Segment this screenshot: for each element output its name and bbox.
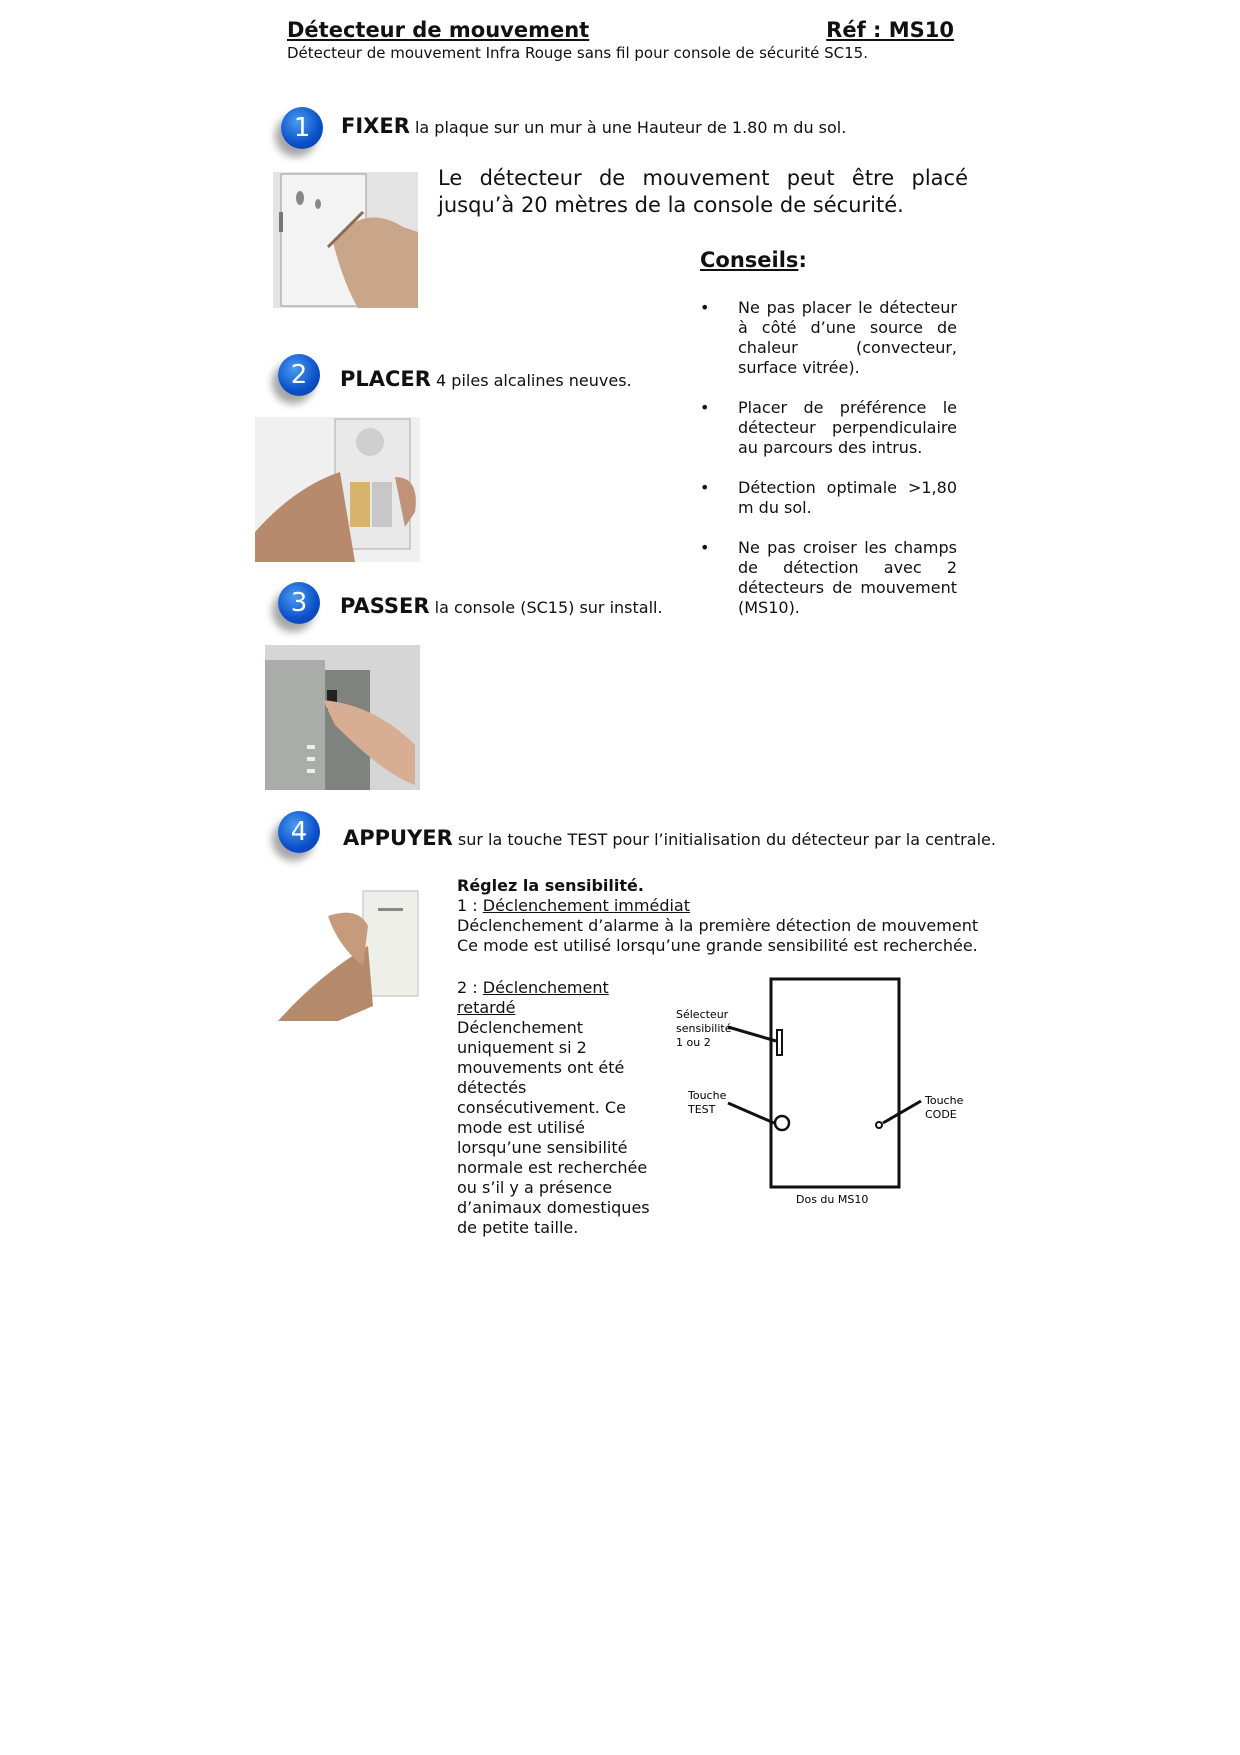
bullet: • [700, 478, 710, 497]
tip-text: Ne pas croiser les champs de détection avec 2 détecteurs de mouvement (MS10). [738, 538, 957, 617]
reference: Réf : MS10 [826, 18, 954, 42]
conseils-list [700, 298, 957, 638]
tip-text: Détection optimale >1,80 m du sol. [738, 478, 957, 517]
mode-1-line2: Ce mode est utilisé lorsqu’une grande sensibilité est recherchée. [457, 936, 978, 955]
mode-2-label: Déclenchement retardé [457, 978, 609, 1017]
step-2-desc: 4 piles alcalines neuves. [430, 371, 632, 390]
step-3-desc: la console (SC15) sur install. [429, 598, 663, 617]
selector-label-2: sensibilité [676, 1022, 732, 1035]
list-item [700, 398, 957, 458]
list-item [700, 478, 957, 518]
code-pointer [883, 1101, 921, 1123]
selector-label-1: Sélecteur [676, 1008, 729, 1021]
step-1-text [341, 114, 846, 138]
step-2-verb: PLACER [340, 367, 431, 391]
page-title: Détecteur de mouvement [287, 18, 590, 42]
battery-photo [255, 417, 420, 562]
tip-text: Placer de préférence le détecteur perpendiculaire au parcours des intrus. [738, 398, 957, 457]
mode-2-block [457, 978, 667, 1238]
step-3-number: 3 [278, 582, 320, 624]
list-item [700, 298, 957, 378]
test-button [775, 1116, 789, 1130]
step-2-number: 2 [278, 354, 320, 396]
page-subtitle: Détecteur de mouvement Infra Rouge sans fil pour console de sécurité SC15. [287, 44, 868, 62]
wall-plate-photo [273, 172, 418, 308]
test-label-1: Touche [688, 1089, 727, 1102]
step-4-verb: APPUYER [343, 826, 453, 850]
mode-2-prefix: 2 : [457, 978, 483, 997]
mode-1-prefix: 1 : [457, 896, 483, 915]
ms10-back-diagram [676, 975, 976, 1210]
step-1-verb: FIXER [341, 114, 410, 138]
conseils-title: Conseils [700, 248, 799, 272]
list-item [700, 538, 957, 618]
step-1-number: 1 [281, 107, 323, 149]
detector-photo [278, 886, 426, 1021]
selector-label-3: 1 ou 2 [676, 1036, 711, 1049]
bullet: • [700, 538, 710, 557]
step-4-desc: sur la touche TEST pour l’initialisation du détecteur par la centrale. [452, 830, 996, 849]
code-button [876, 1122, 882, 1128]
mode-2-text: Déclenchement uniquement si 2 mouvements ont été détectés consécutivement. Ce mode est utilisé lorsqu’une sensibilité normale est recherchée ou s’il y a présence d’animaux domestiques de petite taille. [457, 1018, 650, 1237]
conseils-heading [700, 248, 807, 272]
step-3-text [340, 594, 663, 618]
intro-text: Le détecteur de mouvement peut être placé jusqu’à 20 mètres de la console de sécurité. [438, 166, 968, 217]
step-4-text [343, 826, 996, 850]
test-pointer [728, 1103, 774, 1123]
test-label-2: TEST [688, 1103, 716, 1116]
page-header [287, 18, 954, 42]
code-label-1: Touche [925, 1094, 964, 1107]
mode-1-line1: Déclenchement d’alarme à la première détection de mouvement [457, 916, 979, 935]
step-1-desc: la plaque sur un mur à une Hauteur de 1.80 m du sol. [409, 118, 847, 137]
device-outline [771, 979, 899, 1187]
step-2-text [340, 367, 632, 391]
mode-2-heading [457, 978, 667, 1018]
step-4-number: 4 [278, 811, 320, 853]
selector-pointer [728, 1027, 776, 1041]
selector-switch [777, 1030, 782, 1055]
bullet: • [700, 298, 710, 317]
step-3-verb: PASSER [340, 594, 430, 618]
conseils-colon: : [798, 248, 807, 272]
mode-1-label: Déclenchement immédiat [482, 896, 690, 915]
sensitivity-block [457, 876, 978, 956]
tip-text: Ne pas placer le détecteur à côté d’une source de chaleur (convecteur, surface vitrée). [738, 298, 957, 377]
sensitivity-title: Réglez la sensibilité. [457, 876, 644, 895]
diagram-caption: Dos du MS10 [796, 1193, 869, 1206]
mode-1-heading [457, 896, 978, 916]
console-photo [265, 645, 420, 790]
bullet: • [700, 398, 710, 417]
code-label-2: CODE [925, 1108, 957, 1121]
